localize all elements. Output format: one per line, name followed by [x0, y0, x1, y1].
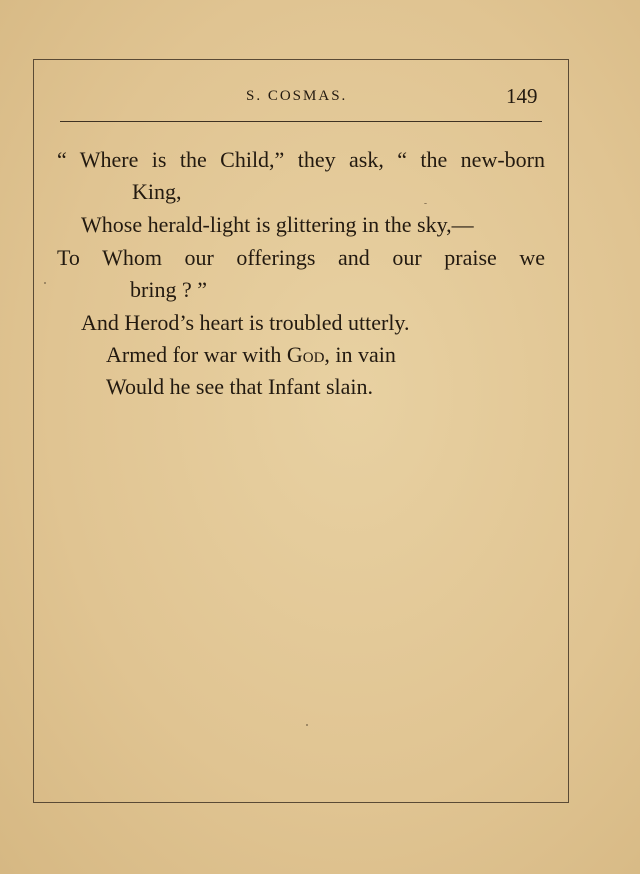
running-head: S. COSMAS.: [246, 88, 348, 104]
paper-speck: [44, 282, 46, 284]
verse-line-5: bring ? ”: [130, 277, 207, 302]
verse-line-6: And Herod’s heart is troubled utterly.: [81, 310, 410, 335]
verse-line-8: Would he see that Infant slain.: [106, 374, 374, 399]
verse-line-1: “ Where is the Child,” they ask, “ the new-born: [57, 147, 545, 172]
header-rule: [60, 121, 542, 122]
page-number: 149: [506, 84, 538, 108]
verse-line-7-prefix: Armed for war with: [106, 342, 287, 367]
verse-line-4: To Whom our offerings and our praise we: [57, 245, 545, 270]
verse-line-7-suffix: , in vain: [324, 342, 396, 367]
paper-speck: [306, 724, 308, 726]
verse-line-7-god: God: [286, 342, 325, 367]
verse-line-3: Whose herald-light is glittering in the sky,—: [81, 212, 474, 237]
verse-line-2: King,: [132, 179, 182, 204]
paper-speck: [424, 203, 427, 204]
verse-line-7: [106, 342, 396, 368]
